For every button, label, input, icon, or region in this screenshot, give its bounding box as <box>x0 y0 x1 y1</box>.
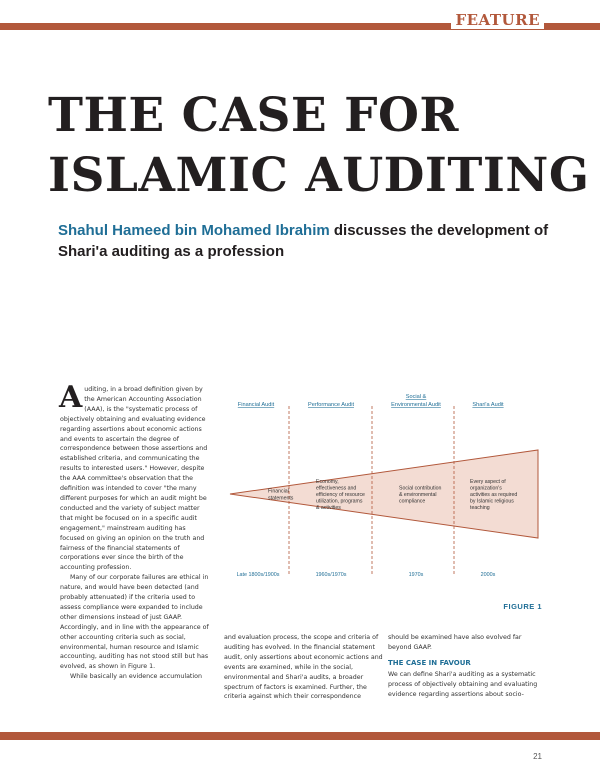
paragraph-text: uditing, in a broad definition given by the American Accounting Association (AAA), is the "systematic process of objectively obtaining and evaluating evidence regarding assertions about economic actions and events to ascertain the degree of correspondence between those assertions and established criteria, and communicating the results to interested users." However, despite the AAA committee's observation that the definition was intended to cover "the many different purposes for which an audit might be conducted and the variety of subject matter that might be focused on in a specific audit engagement," mainstream auditing has focused on giving an opinion on the truth and fairness of the financial statements of corporations ever since the birth of the accounting profession. <box>60 386 208 572</box>
stage-description-line: compliance <box>399 498 426 505</box>
stage-description-line: by Islamic religious <box>470 498 514 505</box>
stage-header <box>308 402 354 408</box>
stage-description-line: & activities <box>316 505 341 512</box>
stage-description-line: activities as required <box>470 492 518 498</box>
stage-description-line: statements <box>268 495 294 502</box>
stage-description-line: effectiveness and <box>316 485 357 492</box>
stage-description-line: Social contribution <box>399 485 442 492</box>
stage-description-line: Every aspect of <box>470 478 506 485</box>
title-line-2: ISLAMIC AUDITING <box>48 148 590 203</box>
stage-header-line: Environmental Audit <box>391 402 441 408</box>
era-label: Late 1800s/1900s <box>236 572 280 578</box>
audit-evolution-diagram <box>224 392 544 582</box>
figure-caption: FIGURE 1 <box>503 602 542 611</box>
standfirst-text: discusses the development of Shari'a auditing as a profession <box>58 222 549 260</box>
page-number: 21 <box>533 752 542 761</box>
author-name: Shahul Hameed bin Mohamed Ibrahim <box>58 222 330 239</box>
paragraph: and evaluation process, the scope and criteria of auditing has evolved. In the financial statement audit, only assertions about economic actions and events are examined, while in the social, environmental and Shari'a audits, a broader spectrum of factors is examined. Further, the criteria against which their correspondence <box>224 634 383 701</box>
stage-description-line: Financial <box>268 488 289 495</box>
paragraph <box>59 380 212 573</box>
body-column-3 <box>388 633 540 699</box>
standfirst <box>58 220 558 262</box>
body-column-1 <box>59 380 212 682</box>
stage-description-line: & environmental <box>399 492 437 498</box>
section-tag: FEATURE <box>451 11 544 29</box>
body-column-2 <box>224 633 384 702</box>
paragraph: should be examined have also evolved far beyond GAAP. <box>388 634 522 651</box>
paragraph: We can define Shari'a auditing as a systematic process of objectively obtaining and evaluating evidence regarding assertions about socio- <box>388 670 538 698</box>
article-title <box>48 86 589 206</box>
stage-description-line: teaching <box>470 505 490 512</box>
stage-header-line: Performance Audit <box>307 402 355 408</box>
stage-header <box>391 394 441 408</box>
stage-header-line: Financial Audit <box>237 402 275 408</box>
stage-description-line: utilization, programs <box>316 498 363 505</box>
stage-description-line: Economy, <box>316 478 339 485</box>
stage-description-line: efficiency of resource <box>316 492 365 498</box>
paragraph: Many of our corporate failures are ethical in nature, and would have been detected (and probably attenuated) if the criteria used to assess compliance were expanded to include other dimensions instead of just GAAP. Accordingly, and in line with the appearance of other accounting criteria such as social, environmental, human resource and Islamic accounting, auditing has not stood still but has evolved, as shown in Figure 1. <box>60 574 209 671</box>
stage-header <box>238 402 275 408</box>
era-label: 2000s <box>480 572 496 578</box>
stage-header-line: Social & <box>405 394 427 400</box>
title-line-1: THE CASE FOR <box>48 88 459 143</box>
era-label: 1960s/1970s <box>315 572 347 578</box>
stage-header-line: Shari'a Audit <box>472 402 504 408</box>
paragraph: While basically an evidence accumulation <box>70 673 202 681</box>
stage-header <box>472 402 504 408</box>
stage-description-line: organization's <box>470 485 502 492</box>
era-label: 1970s <box>408 572 424 578</box>
figure-1 <box>224 392 544 582</box>
drop-cap: A <box>59 380 83 415</box>
subheading: THE CASE IN FAVOUR <box>388 658 471 667</box>
bottom-rule <box>0 732 600 740</box>
